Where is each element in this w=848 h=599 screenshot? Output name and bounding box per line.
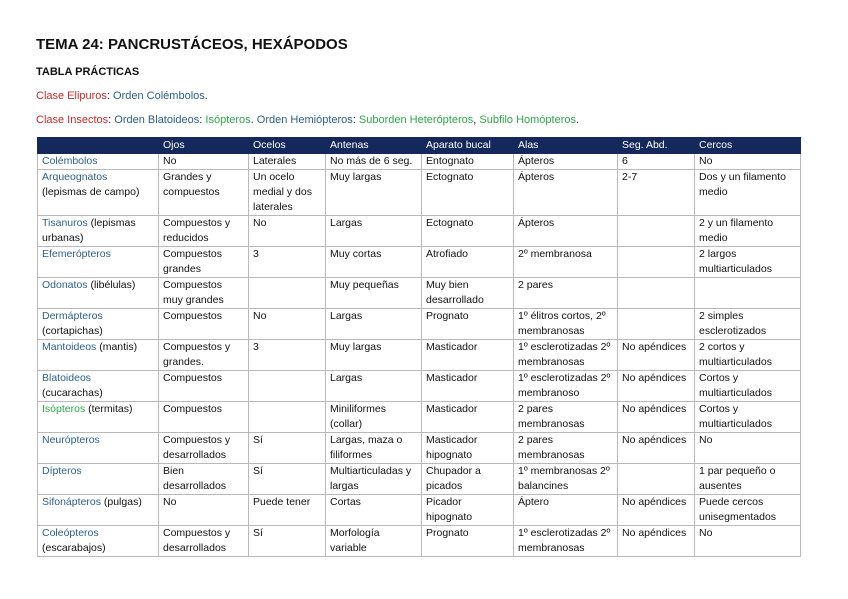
table-cell: Cortas — [326, 495, 422, 526]
table-cell: Muy largas — [326, 170, 422, 216]
table-cell: Laterales — [249, 154, 326, 170]
table-cell: Sí — [249, 433, 326, 464]
order-name-cell — [38, 154, 159, 170]
table-cell: Puede cercos unisegmentados — [695, 495, 801, 526]
table-cell: Puede tener — [249, 495, 326, 526]
order-name: Efemerópteros — [42, 248, 111, 260]
order-common-name: (lepismas urbanas) — [42, 217, 136, 244]
separator: : — [108, 114, 115, 126]
table-cell: 1º membranosas 2º balancines — [514, 464, 618, 495]
table-cell: Muy largas — [326, 340, 422, 371]
table-cell: Miniliformes (collar) — [326, 402, 422, 433]
column-header: Ojos — [159, 138, 249, 154]
table-cell: Compuestos y desarrollados — [159, 526, 249, 557]
order-name-cell — [38, 170, 159, 216]
table-cell: Un ocelo medial y dos laterales — [249, 170, 326, 216]
separator: , — [473, 114, 480, 126]
table-cell: Compuestos y desarrollados — [159, 433, 249, 464]
table-cell: Compuestos muy grandes — [159, 278, 249, 309]
order-name: Arqueognatos — [42, 171, 108, 183]
order-name-cell — [38, 402, 159, 433]
table-cell: Prognato — [422, 309, 514, 340]
column-header: Cercos — [695, 138, 801, 154]
table-cell: No — [695, 433, 801, 464]
table-cell: 2 simples esclerotizados — [695, 309, 801, 340]
practicas-table — [37, 137, 801, 557]
order-name-cell — [38, 433, 159, 464]
table-row — [38, 464, 801, 495]
table-cell: Entognato — [422, 154, 514, 170]
table-cell: 2º membranosa — [514, 247, 618, 278]
table-cell: Largas, maza o filiformes — [326, 433, 422, 464]
table-row — [38, 371, 801, 402]
orden-blatoideos: Orden Blatoideos — [114, 114, 200, 126]
order-name-cell — [38, 464, 159, 495]
table-cell: Ápteros — [514, 154, 618, 170]
table-cell: Masticador — [422, 340, 514, 371]
table-cell: Largas — [326, 371, 422, 402]
table-cell: No — [159, 495, 249, 526]
table-cell — [249, 402, 326, 433]
column-header — [38, 138, 159, 154]
table-cell: Bien desarrollados — [159, 464, 249, 495]
table-cell: Grandes y compuestos — [159, 170, 249, 216]
table-cell: Morfología variable — [326, 526, 422, 557]
table-cell: 6 — [618, 154, 695, 170]
separator: : — [352, 114, 359, 126]
table-row — [38, 340, 801, 371]
table-cell: Muy pequeñas — [326, 278, 422, 309]
table-cell: 1º esclerotizadas 2º membranoso — [514, 371, 618, 402]
isopteros-label: Isópteros — [205, 114, 251, 126]
separator: : — [106, 90, 114, 102]
table-row — [38, 278, 801, 309]
clase-elipuros-label: Clase Elipuros — [36, 90, 107, 102]
table-cell: No apéndices — [618, 371, 695, 402]
table-cell: Sí — [249, 464, 326, 495]
table-cell: Sí — [249, 526, 326, 557]
table-cell: 2-7 — [618, 170, 695, 216]
table-cell: Ectognato — [422, 170, 514, 216]
table-row — [38, 433, 801, 464]
clase-insectos-label: Clase Insectos — [36, 114, 109, 126]
table-cell: Atrofiado — [422, 247, 514, 278]
order-name: Mantoideos — [42, 341, 97, 353]
order-common-name: (pulgas) — [100, 496, 142, 508]
table-cell: No — [249, 216, 326, 247]
table-cell: 3 — [249, 247, 326, 278]
column-header: Aparato bucal — [422, 138, 514, 154]
subfilo-homopteros: Subfilo Homópteros — [479, 114, 576, 126]
order-common-name: (libélulas) — [87, 279, 136, 291]
table-cell — [618, 278, 695, 309]
order-common-name: (cortapichas) — [42, 325, 103, 337]
table-row — [38, 526, 801, 557]
order-name: Colémbolos — [42, 155, 98, 167]
classification-line-insectos — [36, 114, 579, 126]
table-cell: Compuestos grandes — [159, 247, 249, 278]
column-header: Seg. Abd. — [618, 138, 695, 154]
table-cell: 1º esclerotizadas 2º membranosas — [514, 340, 618, 371]
table-cell: Picador hipognato — [422, 495, 514, 526]
table-cell: Compuestos y grandes. — [159, 340, 249, 371]
table-cell: 2 y un filamento medio — [695, 216, 801, 247]
table-cell — [695, 278, 801, 309]
period: . — [204, 90, 208, 102]
table-cell: 1 par pequeño o ausentes — [695, 464, 801, 495]
orden-colembolos: Orden Colémbolos — [113, 90, 205, 102]
table-cell: No — [695, 526, 801, 557]
table-cell: 2 pares membranosas — [514, 433, 618, 464]
period: . — [576, 114, 580, 126]
order-name-cell — [38, 526, 159, 557]
table-cell: Compuestos y reducidos — [159, 216, 249, 247]
order-common-name: (cucarachas) — [42, 387, 103, 399]
column-header: Alas — [514, 138, 618, 154]
table-cell — [249, 278, 326, 309]
table-cell — [618, 247, 695, 278]
classification-line-elipuros — [36, 90, 208, 102]
table-cell: Compuestos — [159, 309, 249, 340]
table-cell — [618, 464, 695, 495]
table-cell: No apéndices — [618, 340, 695, 371]
table-cell: Ectognato — [422, 216, 514, 247]
order-name-cell — [38, 495, 159, 526]
orden-hemiopteros: Orden Hemiópteros — [256, 114, 353, 126]
table-row — [38, 247, 801, 278]
table-row — [38, 495, 801, 526]
table-cell: Masticador hipognato — [422, 433, 514, 464]
table-row — [38, 170, 801, 216]
order-common-name: (mantis) — [96, 341, 138, 353]
table-cell: No — [695, 154, 801, 170]
order-name: Tisanuros — [42, 217, 88, 229]
table-cell: Largas — [326, 216, 422, 247]
page-subtitle: TABLA PRÁCTICAS — [36, 66, 140, 78]
table-cell: 3 — [249, 340, 326, 371]
table-row — [38, 154, 801, 170]
table-cell: Muy bien desarrollado — [422, 278, 514, 309]
column-header: Antenas — [326, 138, 422, 154]
table-cell: No apéndices — [618, 495, 695, 526]
table-cell: Ápteros — [514, 216, 618, 247]
order-name: Blatoideos — [42, 372, 92, 384]
table-cell: No más de 6 seg. — [326, 154, 422, 170]
order-name-cell — [38, 309, 159, 340]
order-name: Dípteros — [42, 465, 82, 477]
table-cell: Cortos y multiarticulados — [695, 402, 801, 433]
table-cell: Prognato — [422, 526, 514, 557]
table-cell: No apéndices — [618, 433, 695, 464]
table-cell: Largas — [326, 309, 422, 340]
table-cell: Cortos y multiarticulados — [695, 371, 801, 402]
table-cell: Compuestos — [159, 371, 249, 402]
table-cell: Áptero — [514, 495, 618, 526]
order-name-cell — [38, 371, 159, 402]
table-cell: 2 pares membranosas — [514, 402, 618, 433]
table-cell: 2 pares — [514, 278, 618, 309]
table-cell: Ápteros — [514, 170, 618, 216]
table-cell: Masticador — [422, 402, 514, 433]
table-cell: No apéndices — [618, 526, 695, 557]
page-title: TEMA 24: PANCRUSTÁCEOS, HEXÁPODOS — [36, 36, 348, 53]
table-cell — [618, 309, 695, 340]
table-row — [38, 402, 801, 433]
table-cell: Muy cortas — [326, 247, 422, 278]
table-cell: Dos y un filamento medio — [695, 170, 801, 216]
table-cell — [618, 216, 695, 247]
table-cell: No — [249, 309, 326, 340]
order-name-cell — [38, 247, 159, 278]
order-common-name: (lepismas de campo) — [42, 186, 140, 198]
order-name-cell — [38, 278, 159, 309]
separator: : — [199, 114, 206, 126]
order-name: Neurópteros — [42, 434, 100, 446]
table-cell: Masticador — [422, 371, 514, 402]
table-cell: Chupador a picados — [422, 464, 514, 495]
table-cell: Multiarticuladas y largas — [326, 464, 422, 495]
table-cell: No — [159, 154, 249, 170]
order-name: Sifonápteros — [42, 496, 101, 508]
order-name-cell — [38, 216, 159, 247]
suborden-heteropteros: Suborden Heterópteros — [358, 114, 474, 126]
table-row — [38, 216, 801, 247]
order-name: Isópteros — [42, 403, 86, 415]
separator: . — [250, 114, 257, 126]
order-name-cell — [38, 340, 159, 371]
table-cell: 2 cortos y multiarticulados — [695, 340, 801, 371]
table-cell: No apéndices — [618, 402, 695, 433]
table-cell: 2 largos multiarticulados — [695, 247, 801, 278]
table-row — [38, 309, 801, 340]
order-name: Dermápteros — [42, 310, 103, 322]
table-cell: Compuestos — [159, 402, 249, 433]
order-name: Coleópteros — [42, 527, 99, 539]
table-cell: 1º élitros cortos, 2º membranosas — [514, 309, 618, 340]
table-cell: 1º esclerotizadas 2º membranosas — [514, 526, 618, 557]
order-common-name: (termitas) — [85, 403, 133, 415]
order-name: Odonatos — [42, 279, 88, 291]
table-cell — [249, 371, 326, 402]
order-common-name: (escarabajos) — [42, 542, 106, 554]
table-header-row — [38, 138, 801, 154]
column-header: Ocelos — [249, 138, 326, 154]
